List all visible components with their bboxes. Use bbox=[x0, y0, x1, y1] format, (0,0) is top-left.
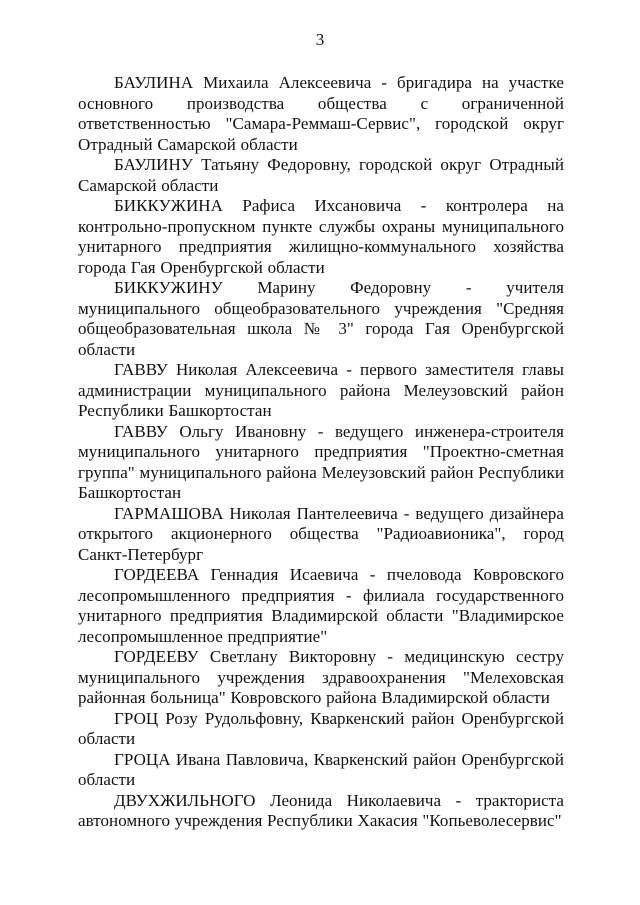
entry-baulina-tatyana: БАУЛИНУ Татьяну Федоровну, городской округ Отрадный Самарской области bbox=[78, 155, 564, 195]
entry-gordeev-gennady: ГОРДЕЕВА Геннадия Исаевича - пчеловода Ковровского лесопромышленного предприятия - филиала государственного унитарного предприятия Владимирской области "Владимирское лесопромышленное предприятие" bbox=[78, 565, 564, 646]
document-body bbox=[78, 73, 564, 832]
entry-dvukhzhilny-leonid: ДВУХЖИЛЬНОГО Леонида Николаевича - тракториста автономного учреждения Республики Хакасия "Копьеволесервис" bbox=[78, 790, 564, 830]
entry-gavva-nikolay: ГАВВУ Николая Алексеевича - первого заместителя главы администрации муниципального района Мелеузовский район Республики Башкортостан bbox=[78, 360, 564, 420]
entry-baulin-mikhail: БАУЛИНА Михаила Алексеевича - бригадира на участке основного производства общества с ограниченной ответственностью "Самара-Реммаш-Сервис", городской округ Отрадный Самарской области bbox=[78, 73, 564, 154]
page-number: 3 bbox=[315, 30, 325, 49]
entry-grots-ivan: ГРОЦА Ивана Павловича, Кваркенский район Оренбургской области bbox=[78, 749, 564, 789]
entry-garmashov-nikolay: ГАРМАШОВА Николая Пантелеевича - ведущего дизайнера открытого акционерного общества "Радиоавионика", город Санкт-Петербург bbox=[78, 503, 564, 564]
entry-bikkuzhin-rafis: БИККУЖИНА Рафиса Ихсановича - контролера на контрольно-пропускном пункте службы охраны муниципального унитарного предприятия жилищно-коммунального хозяйства города Гая Оренбургской области bbox=[78, 196, 564, 277]
entry-grots-roza: ГРОЦ Розу Рудольфовну, Кваркенский район Оренбургской области bbox=[78, 708, 564, 748]
entry-bikkuzhina-marina: БИККУЖИНУ Марину Федоровну - учителя муниципального общеобразовательного учреждения "Средняя общеобразовательная школа № 3" города Гая Оренбургской области bbox=[78, 278, 564, 359]
entry-gordeeva-svetlana: ГОРДЕЕВУ Светлану Викторовну - медицинскую сестру муниципального учреждения здравоохранения "Мелеховская районная больница" Ковровского района Владимирской области bbox=[78, 647, 564, 707]
entry-gavva-olga: ГАВВУ Ольгу Ивановну - ведущего инженера-строителя муниципального унитарного предприятия "Проектно-сметная группа" муниципального района Мелеузовский район Республики Башкортостан bbox=[78, 421, 564, 502]
